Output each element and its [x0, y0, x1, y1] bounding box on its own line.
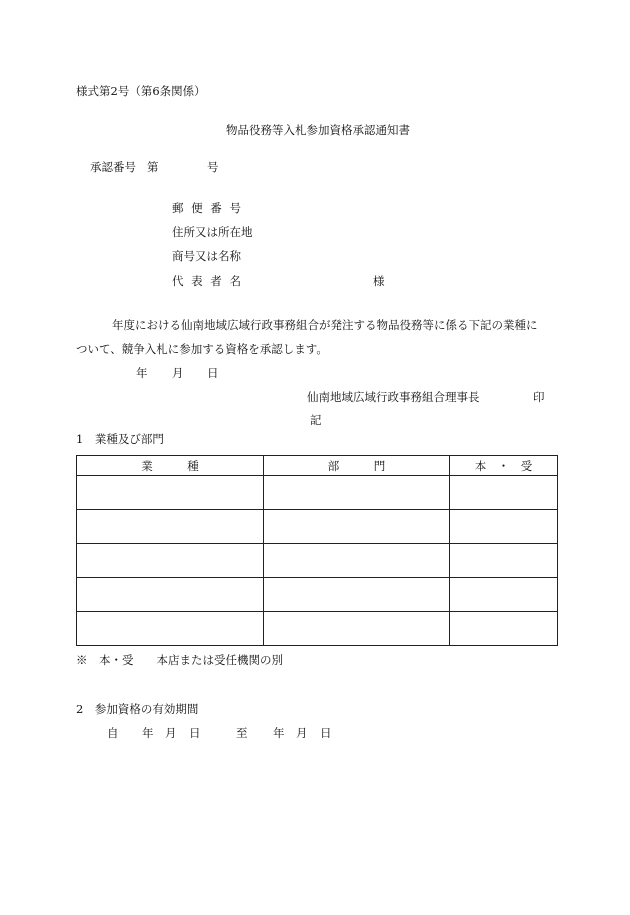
table-row: [77, 544, 558, 578]
table-row: [77, 476, 558, 510]
period-to-year: 年: [273, 726, 285, 740]
issuer-name: 仙南地域広域行政事務組合理事長: [307, 390, 480, 404]
body-line-2: ついて、競争入札に参加する資格を承認します。: [76, 342, 328, 356]
period-to: 至: [236, 726, 248, 740]
header-office-type: 本 ・ 受: [450, 456, 558, 476]
issue-date-year: 年: [136, 366, 148, 380]
cell-office-type: [450, 612, 558, 646]
period-from-month: 月: [165, 726, 177, 740]
address-label: 住所又は所在地: [172, 225, 253, 239]
period-to-month: 月: [296, 726, 308, 740]
approval-number-go: 号: [207, 160, 219, 174]
period-from-day: 日: [189, 726, 201, 740]
cell-division: [264, 510, 450, 544]
approval-number-label: 承認番号: [90, 160, 136, 174]
postal-code-label: 郵 便 番 号: [172, 201, 243, 215]
cell-office-type: [450, 476, 558, 510]
cell-industry: [77, 578, 264, 612]
industry-table: [76, 455, 558, 646]
issue-date-month: 月: [172, 366, 184, 380]
cell-office-type: [450, 578, 558, 612]
table-note: ※ 本・受 本店または受任機関の別: [76, 653, 283, 667]
representative-label: 代 表 者 名: [172, 274, 243, 288]
approval-number-dai: 第: [147, 160, 159, 174]
issuer-seal: 印: [533, 390, 545, 404]
sama-label: 様: [373, 274, 385, 288]
cell-division: [264, 612, 450, 646]
cell-industry: [77, 612, 264, 646]
section2-heading: 2 参加資格の有効期間: [76, 702, 199, 716]
period-from: 自: [107, 726, 119, 740]
table-row: [77, 510, 558, 544]
table-row: [77, 612, 558, 646]
header-division: 部 門: [264, 456, 450, 476]
period-from-year: 年: [142, 726, 154, 740]
table-row: [77, 578, 558, 612]
page-title: 物品役務等入札参加資格承認通知書: [226, 123, 410, 137]
cell-office-type: [450, 510, 558, 544]
body-line-1: 年度における仙南地域広域行政事務組合が発注する物品役務等に係る下記の業種に: [112, 318, 538, 332]
form-number: 様式第2号（第6条関係）: [76, 84, 206, 98]
ki-label: 記: [310, 413, 322, 427]
cell-industry: [77, 544, 264, 578]
cell-office-type: [450, 544, 558, 578]
header-industry: 業 種: [77, 456, 264, 476]
cell-industry: [77, 476, 264, 510]
section1-heading: 1 業種及び部門: [76, 432, 164, 446]
table-header-row: [77, 456, 558, 476]
issue-date-day: 日: [207, 366, 219, 380]
cell-division: [264, 476, 450, 510]
cell-division: [264, 578, 450, 612]
trade-name-label: 商号又は名称: [172, 249, 241, 263]
cell-division: [264, 544, 450, 578]
cell-industry: [77, 510, 264, 544]
period-to-day: 日: [320, 726, 332, 740]
